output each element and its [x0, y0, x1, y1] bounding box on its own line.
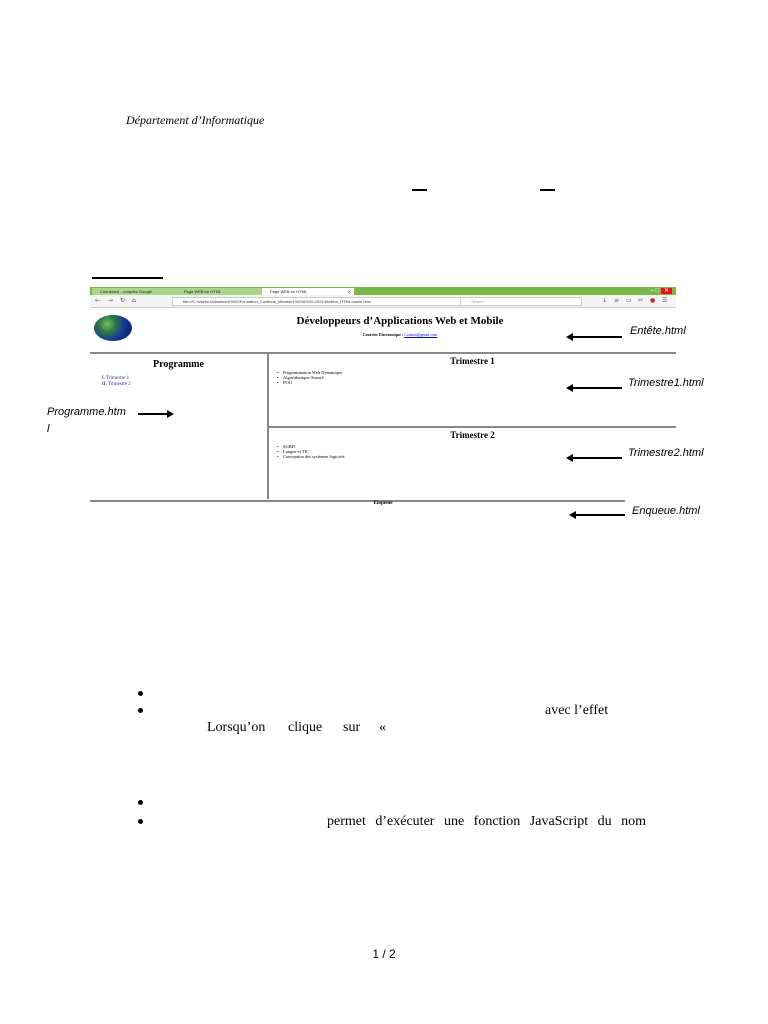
maximize-icon[interactable]: □ — [655, 288, 660, 294]
reload-icon[interactable]: ↻ — [120, 297, 126, 304]
browser-tab[interactable]: Page WEB en HTML — [176, 288, 268, 295]
addon-icon[interactable]: ● — [650, 297, 656, 304]
new-tab-icon[interactable]: + — [351, 287, 356, 294]
arrow-head-icon — [167, 410, 174, 418]
window-controls — [651, 287, 672, 295]
text-fragment: avec l’effet — [545, 703, 609, 718]
trimestre2-link[interactable]: Trimestre 2 — [107, 382, 131, 387]
programme-list — [102, 376, 131, 388]
download-icon[interactable]: ↓ — [602, 297, 608, 304]
browser-nav-bar — [90, 295, 676, 308]
trimestre1-title: Trimestre 1 — [450, 356, 495, 366]
annotation-entete: Entête.html — [630, 325, 686, 337]
entete-frame — [90, 308, 676, 354]
trimestre2-list — [283, 444, 345, 459]
contact-email-link[interactable]: Contact@gmail.com — [404, 332, 438, 337]
address-bar[interactable]: file:///C:/Users/Jadhadee/A%20/Formation_Continue_Mkarke/1%20A%20-2021/Ateliers_HTML/cadre.html — [172, 297, 464, 306]
annotation-trimestre1: Trimestre1.html — [628, 377, 704, 389]
screenshot-icon[interactable]: ✂ — [638, 297, 644, 304]
library-icon[interactable]: ≡ — [614, 297, 620, 304]
list-item: • POO — [283, 380, 342, 385]
programme-title: Programme — [153, 359, 204, 370]
department-label: Département d’Informatique — [126, 113, 265, 127]
bullet — [138, 708, 143, 713]
globe-icon — [94, 315, 132, 341]
annotation-enqueue: Enqueue.html — [632, 505, 700, 517]
text-fragment: permet d’exécuter une fonction JavaScript du nom — [327, 814, 647, 829]
site-title: Développeurs d’Applications Web et Mobile — [296, 315, 504, 327]
home-icon[interactable]: ⌂ — [132, 297, 136, 304]
forward-icon[interactable]: → — [108, 297, 114, 304]
close-window-icon[interactable]: ✕ — [661, 288, 672, 294]
dash-mark — [540, 189, 555, 191]
bullet — [138, 800, 143, 805]
contact-label: Courrier Electronique : — [362, 332, 404, 337]
bullet — [138, 819, 143, 824]
enqueue-text: Enqueue — [373, 501, 393, 506]
text-fragment: sur — [343, 720, 361, 735]
back-icon[interactable]: ← — [95, 297, 101, 304]
browser-tab-bar — [90, 287, 676, 295]
arrow-line — [572, 336, 622, 338]
annotation-trimestre2: Trimestre2.html — [628, 447, 704, 459]
bullet — [138, 691, 143, 696]
list-item: • Conception des systèmes logiciels — [283, 454, 345, 459]
menu-icon[interactable]: ☰ — [662, 297, 668, 304]
trimestre2-frame — [269, 428, 676, 499]
page-number: 1 / 2 — [372, 947, 396, 961]
text-fragment: « — [379, 720, 386, 735]
sidebar-icon[interactable]: ▭ — [626, 297, 632, 304]
programme-frame — [90, 354, 269, 499]
underline-mark — [92, 277, 163, 279]
arrow-line — [572, 387, 622, 389]
list-item — [102, 382, 131, 388]
dash-mark — [412, 189, 427, 191]
browser-tab-active[interactable]: Page WEB en HTML ✕ — [262, 288, 354, 295]
list-number: I. — [102, 376, 105, 381]
browser-tab[interactable]: Connexion - comptes Google — [92, 288, 182, 295]
list-item: • Langue et TIC — [283, 449, 345, 454]
close-icon[interactable]: ✕ — [347, 289, 351, 294]
annotation-programme: Programme.htm — [47, 406, 126, 418]
arrow-line — [138, 413, 167, 415]
arrow-line — [572, 457, 622, 459]
contact-line — [250, 332, 550, 337]
text-fragment: clique — [288, 720, 323, 735]
minimize-icon[interactable]: – — [650, 288, 654, 294]
list-item: • Programmation Web Dynamique — [283, 370, 342, 375]
trimestre2-title: Trimestre 2 — [450, 430, 495, 440]
browser-screenshot — [90, 287, 676, 505]
list-number: II. — [102, 382, 107, 387]
list-item: • Algorithmique Avancé — [283, 375, 342, 380]
trimestre1-list — [283, 370, 342, 385]
trimestre1-link[interactable]: Trimestre 1 — [106, 376, 130, 381]
list-item: • SGBD — [283, 444, 345, 449]
search-input[interactable]: Search — [460, 297, 582, 306]
annotation-programme-cont: l — [47, 423, 50, 435]
text-fragment: Lorsqu’on — [207, 720, 266, 735]
arrow-line — [575, 514, 625, 516]
trimestre1-frame — [269, 354, 676, 428]
